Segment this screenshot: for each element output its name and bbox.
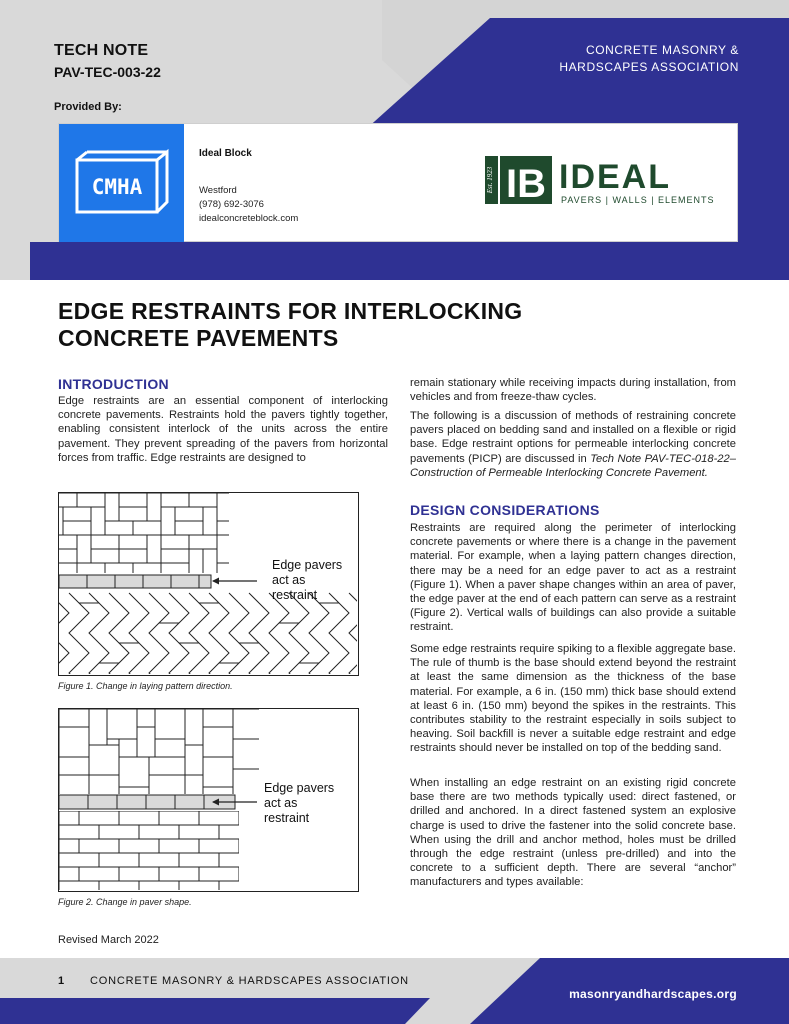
- document-title: [58, 298, 698, 352]
- design-paragraph-3: When installing an edge restraint on an existing rigid concrete base there are two methods typically used: direct fastened, or drilled and anchored. In a direct fastened system an explosive charge is used to drive the fastener into the solid concrete base. When using the drill and anchor method, holes must be drilled through the edge restraint (unless pre-drilled) and into the concrete to a sufficient depth. There are several “anchor” manufacturers and types available:: [410, 777, 736, 889]
- company-city: Westford: [199, 185, 237, 196]
- tech-note-label: TECH NOTE: [54, 42, 149, 59]
- page-number: 1: [58, 975, 65, 987]
- design-paragraph-2: Some edge restraints require spiking to a flexible aggregate base. The rule of thumb is the base should extend beyond the restraint at least the same dimension as the thickness of the base material. For example, a 6 in. (150 mm) thick base should extend at least 6 in. (150 mm) beyond the spikes in the restraints. This contributes stability to the restraint especially in soils subject to heaving. Soil backfill is never a suitable edge restraint and edge restraints should never be installed on top of the bedding sand.: [410, 643, 736, 755]
- picp-paragraph-text: The following is a discussion of methods of restraining concrete pavers placed on bedding sand and installed on a flexible or rigid base. Edge restraint options for permeable interlocking concrete pavements (PICP) are discussed in: [410, 410, 736, 465]
- tech-note-code: PAV-TEC-003-22: [54, 64, 161, 80]
- figure-1-caption: Figure 1. Change in laying pattern direction.: [58, 681, 233, 691]
- provided-by-label: Provided By:: [54, 101, 122, 113]
- revised-date: Revised March 2022: [58, 934, 159, 946]
- figure-2-label: [264, 781, 334, 826]
- provider-card: [58, 123, 738, 242]
- ideal-logo-mark: IB: [506, 162, 546, 206]
- association-name: [519, 42, 739, 76]
- association-line-1: CONCRETE MASONRY &: [585, 43, 739, 57]
- cmha-logo: [59, 124, 184, 242]
- design-heading: DESIGN CONSIDERATIONS: [410, 502, 600, 518]
- ideal-logo-word: IDEAL: [559, 158, 671, 196]
- company-website[interactable]: idealconcreteblock.com: [199, 213, 299, 224]
- ideal-logo-tagline: PAVERS | WALLS | ELEMENTS: [561, 195, 715, 205]
- figure-2-caption: Figure 2. Change in paver shape.: [58, 897, 192, 907]
- ideal-logo: [485, 152, 725, 208]
- picp-reference: Tech Note PAV-TEC-018-22–Construction of Permeable Interlocking Concrete Pavement.: [410, 452, 736, 479]
- footer-website-link[interactable]: masonryandhardscapes.org: [569, 987, 737, 1001]
- figure-2-label-line-3: restraint: [264, 811, 310, 825]
- company-phone: (978) 692-3076: [199, 199, 264, 210]
- figure-2-label-line-2: act as: [264, 796, 298, 810]
- picp-paragraph: [410, 409, 736, 480]
- association-line-2: HARDSCAPES ASSOCIATION: [559, 60, 739, 74]
- figure-1-label: [272, 558, 342, 603]
- figure-1-label-line-3: restraint: [272, 588, 318, 602]
- intro-text: Edge restraints are an essential component of interlocking concrete pavements. Restraints hold the pavers tightly together, enabling consistent interlock of the units across the entire pavement. They prevent spreading of the pavers from horizontal forces from traffic. Edge restraints are designed to: [58, 395, 388, 464]
- cmha-logo-text: CMHA: [91, 175, 143, 199]
- title-line-2: CONCRETE PAVEMENTS: [58, 325, 339, 351]
- continuation-text: remain stationary while receiving impacts during installation, from vehicles and from freeze-thaw cycles.: [410, 377, 736, 404]
- figure-1-label-line-1: Edge pavers: [272, 558, 343, 572]
- cmha-logo-icon: [59, 124, 184, 242]
- figure-1-label-line-2: act as: [272, 573, 306, 587]
- ideal-logo-est: Est. 1923: [486, 166, 494, 194]
- company-name: Ideal Block: [199, 148, 252, 159]
- figure-2-label-line-1: Edge pavers: [264, 781, 335, 795]
- title-line-1: EDGE RESTRAINTS FOR INTERLOCKING: [58, 298, 523, 324]
- design-paragraph-1: Restraints are required along the perimeter of interlocking concrete pavements or where there is a change in the pavement material. For example, when a laying pattern changes direction, there may be a need for an edge paver to act as a restraint (Figure 1). When a paver shape changes within an area of paver, the edge paver at the end of each pattern can serve as a restraint (Figure 2). Vertical walls of buildings can also provide a suitable restraint.: [410, 522, 736, 634]
- footer-org-name: CONCRETE MASONRY & HARDSCAPES ASSOCIATION: [90, 975, 409, 987]
- intro-heading: INTRODUCTION: [58, 376, 169, 392]
